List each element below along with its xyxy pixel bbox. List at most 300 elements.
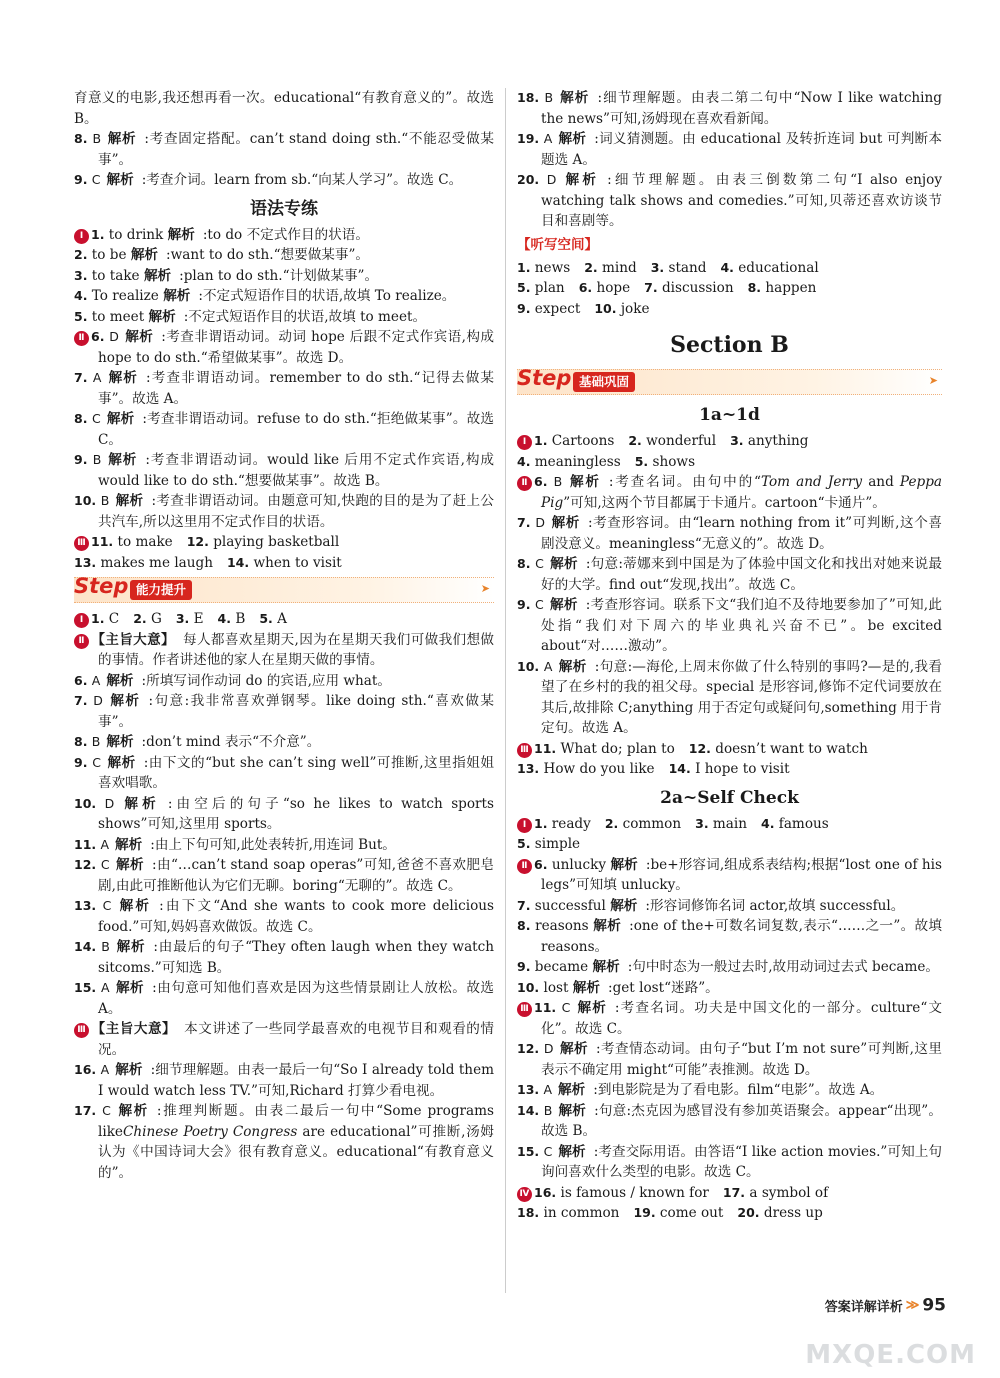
item-number: 8.: [74, 734, 88, 749]
item-number: 3.: [730, 433, 744, 448]
analysis-text: :考查非谓语动词。由题意可知,快跑的目的是为了赶上公共汽车,所以这里用不定式作目的状语。: [98, 493, 494, 530]
analysis-label: 解析: [106, 672, 134, 689]
answer-item: [187, 534, 339, 550]
item-number: 20.: [737, 1205, 760, 1220]
analysis-label: 解析: [106, 734, 134, 750]
analysis-text: :plan to do sth.“计划做某事”。: [179, 267, 379, 284]
answer-choice: D: [535, 515, 545, 530]
answer-entry: [517, 170, 942, 232]
item-number: 8.: [517, 556, 531, 571]
answer-entry: [74, 450, 494, 491]
item-number: 18.: [517, 90, 540, 105]
answer-item: [517, 761, 655, 777]
analysis-text: :考查固定搭配。can’t stand doing sth.“不能忍受做某事”。: [98, 131, 494, 168]
answer-entry: [517, 472, 942, 513]
item-number: 14.: [226, 554, 250, 570]
item-number: 10.: [517, 658, 540, 674]
answer-entry: [517, 978, 942, 999]
analysis-text: :细节理解题。由表二第二句中“Now I like watching the news”可知,汤姆现在喜欢看新闻。: [541, 90, 942, 127]
item-number: 16.: [74, 1062, 97, 1077]
answer-item: [517, 280, 565, 296]
answer-entry: [74, 1019, 494, 1060]
answer-entry: [517, 129, 942, 170]
analysis-text: :考查交际用语。由答语“I like action movies.”可知上句询问喜欢什么类型的电影。故选 C。: [541, 1143, 943, 1180]
analysis-text: are educational”可推断,汤姆认为《中国诗词大会》很有教育意义。educational“有教育意义的”。: [98, 1123, 494, 1181]
analysis-text: :由上下句可知,此处表转折,用连词 But。: [150, 836, 396, 853]
item-number: 11.: [74, 836, 97, 852]
answer-text: to meet: [91, 308, 145, 325]
item-number: 2.: [604, 815, 619, 831]
answer-entry: [517, 896, 942, 917]
answer-choice: D: [109, 329, 119, 344]
part-marker: Ⅰ: [517, 435, 532, 450]
answer-item: [730, 433, 808, 449]
part-marker: Ⅲ: [74, 1023, 89, 1038]
item-number: 6.: [534, 474, 548, 489]
analysis-text: :考查情态动词。由句子“but I’m not sure”可判断,这里表示不确定用 might“可能”表推测。故选 D。: [541, 1041, 942, 1078]
item-answer: discussion: [661, 280, 734, 296]
answer-item: [91, 611, 119, 627]
answer-row: [517, 452, 942, 473]
analysis-text: :考查形容词。联系下文“我们迫不及待地要参加了”可知,此处指“我们对下周六的毕业典礼兴奋不已”。be excited about“对……激动”。: [541, 597, 942, 654]
answer-item: [689, 741, 868, 757]
title-text: Tom and Jerry: [760, 474, 863, 490]
item-answer: I hope to visit: [695, 761, 790, 777]
answer-row: [517, 739, 942, 760]
answer-entry: [74, 245, 494, 266]
item-number: 8.: [74, 131, 88, 146]
answer-item: [761, 816, 829, 832]
analysis-text: 本文讲述了一些同学最喜欢的电视节目和观看的情况。: [98, 1021, 494, 1058]
item-answer: main: [712, 815, 748, 832]
item-answer: come out: [659, 1205, 724, 1221]
analysis-label: 解析: [115, 857, 145, 873]
item-answer: famous: [778, 815, 829, 832]
item-number: 7.: [644, 280, 658, 295]
analysis-label: 解析: [107, 370, 139, 386]
analysis-text: :细节理解题。由表一最后一句“So I already told them I would watch less TV.”可知,Richard 打算少看电视。: [98, 1062, 494, 1099]
answer-text: To realize: [91, 288, 159, 304]
column-divider: [505, 88, 506, 1293]
item-number: 11.: [91, 534, 114, 549]
analysis-text: :形容词修饰名词 actor,故填 successful。: [645, 897, 905, 914]
answer-item: [594, 301, 649, 317]
item-number: 14.: [74, 939, 97, 954]
answer-text: lost: [543, 979, 569, 996]
left-column: [74, 88, 494, 1183]
item-number: 12.: [688, 740, 711, 756]
answer-choice: C: [91, 411, 101, 426]
analysis-text: :考查非谓语动词。remember to do sth.“记得去做某事”。故选 A。: [98, 370, 495, 407]
item-number: 5.: [74, 308, 88, 324]
item-number: 1.: [517, 259, 531, 275]
item-answer: happen: [765, 280, 817, 296]
item-number: 3.: [175, 611, 190, 626]
item-number: 17.: [74, 1103, 97, 1118]
analysis-text: :be+形容词,组成系表结构;根据“lost one of his legs”可知填 unlucky。: [541, 856, 943, 893]
answer-choice: C: [535, 556, 544, 571]
item-answer: stand: [668, 259, 707, 276]
step-banner: [74, 574, 494, 603]
analysis-text: :考查非谓语动词。动词 hope 后跟不定式作宾语,构成 hope to do sth.“希望做某事”。故选 D。: [98, 329, 495, 366]
analysis-label: 解析: [610, 897, 638, 914]
analysis-label: 解析: [572, 979, 600, 996]
item-number: 3.: [650, 259, 665, 275]
analysis-label: 解析: [115, 836, 143, 853]
analysis-label: 【主旨大意】: [91, 631, 175, 648]
analysis-text: :don’t mind 表示“不介意”。: [141, 734, 321, 750]
answer-entry: [74, 732, 494, 753]
item-number: 6.: [534, 856, 548, 872]
item-answer: expect: [534, 300, 581, 317]
step-badge: 能力提升: [130, 580, 192, 600]
analysis-label: 【主旨大意】: [91, 1021, 177, 1037]
item-answer: in common: [543, 1205, 620, 1221]
answer-entry: [74, 937, 494, 978]
analysis-text: :句中时态为一般过去时,故用动词过去式 became。: [627, 959, 940, 975]
item-number: 2.: [74, 247, 88, 262]
item-number: 7.: [74, 693, 88, 708]
answer-entry: [517, 595, 942, 657]
item-number: 12.: [74, 857, 97, 872]
answer-item: [651, 260, 707, 276]
item-answer: when to visit: [253, 554, 342, 571]
item-number: 6.: [578, 280, 593, 295]
analysis-text: :考查形容词。由“learn nothing from it”可判断,这个喜剧没意义。meaningless“无意义的”。故选 D。: [541, 515, 943, 552]
answer-entry: [517, 1142, 942, 1183]
item-answer: anything: [747, 433, 809, 449]
answer-item: [748, 280, 817, 296]
answer-choice: A: [100, 836, 110, 852]
arrow-icon: ➤: [480, 582, 490, 595]
item-number: 16.: [534, 1184, 557, 1200]
analysis-label: 解析: [593, 918, 622, 934]
answer-text: to take: [91, 267, 140, 284]
section-heading: 2a~Self Check: [660, 787, 799, 808]
answer-entry: [74, 266, 494, 287]
item-number: 5.: [259, 611, 273, 626]
item-number: 1.: [91, 611, 105, 626]
answer-choice: B: [100, 493, 110, 508]
item-answer: a symbol of: [749, 1184, 829, 1201]
item-answer: G: [150, 611, 162, 627]
item-number: 13.: [517, 761, 540, 776]
analysis-label: 解析: [568, 474, 601, 490]
answer-entry: [74, 691, 494, 732]
answer-choice: A: [91, 672, 101, 688]
item-number: 14.: [517, 1102, 540, 1118]
part-marker: Ⅰ: [74, 613, 89, 628]
step-logo: Step: [517, 366, 572, 390]
answer-entry: [74, 409, 494, 450]
item-answer: to make: [117, 534, 173, 550]
answer-text: became: [534, 959, 589, 975]
item-answer: plan: [534, 280, 565, 296]
analysis-label: 解析: [130, 247, 159, 263]
answer-entry: [74, 491, 494, 532]
item-answer: How do you like: [543, 761, 655, 777]
analysis-label: 解析: [107, 131, 137, 147]
analysis-text: :to do 不定式作目的状语。: [202, 226, 369, 243]
analysis-label: 解析: [163, 288, 191, 304]
answer-choice: C: [102, 1103, 111, 1118]
item-answer: makes me laugh: [100, 554, 213, 571]
analysis-label: 解析: [562, 172, 600, 188]
answer-choice: D: [104, 795, 115, 811]
answer-entry: [74, 129, 494, 170]
answer-entry: [74, 286, 494, 307]
step-logo: Step: [74, 574, 129, 598]
item-answer: news: [534, 259, 571, 276]
analysis-text: :到电影院是为了看电影。film“电影”。故选 A。: [593, 1082, 884, 1098]
answer-row: [517, 814, 942, 835]
answer-item: [517, 1205, 619, 1221]
answer-entry: [74, 307, 494, 328]
analysis-text: 育意义的电影,我还想再看一次。educational“有教育意义的”。故选 B。: [74, 90, 494, 127]
answer-row: [517, 431, 942, 452]
answer-choice: B: [544, 90, 554, 105]
right-column: [517, 88, 942, 1224]
section-heading: 语法专练: [250, 198, 318, 219]
item-answer: A: [277, 611, 287, 627]
answer-item: [74, 555, 213, 571]
item-number: 1.: [534, 433, 548, 448]
item-number: 4.: [217, 611, 231, 626]
answer-text: to drink: [108, 226, 164, 243]
answer-entry: [74, 671, 494, 692]
part-marker: Ⅰ: [517, 818, 532, 833]
analysis-text: :细节理解题。由表三倒数第二句“I also enjoy watching talk shows and comedies.”可知,贝蒂还喜欢访谈节目和喜剧等。: [541, 172, 943, 229]
part-marker: Ⅳ: [517, 1187, 532, 1202]
item-answer: Cartoons: [551, 433, 615, 449]
analysis-text: :不定式短语作目的状语,故填 to meet。: [183, 308, 427, 325]
analysis-label: 解析: [592, 959, 620, 975]
item-number: 10.: [74, 795, 97, 811]
item-answer: is famous / known for: [560, 1184, 709, 1201]
title-text: Peppa Pig: [541, 474, 943, 511]
answer-entry: [74, 753, 494, 794]
analysis-label: 解析: [106, 411, 135, 427]
answer-choice: A: [543, 131, 553, 146]
analysis-label: 解析: [115, 939, 146, 955]
answer-entry: [517, 513, 942, 554]
analysis-label: 解析: [107, 452, 138, 468]
item-answer: dress up: [763, 1205, 823, 1221]
analysis-label: 解析: [559, 90, 590, 106]
analysis-text: :考查介词。learn from sb.“向某人学习”。故选 C。: [141, 172, 463, 188]
analysis-text: :不定式短语作目的状语,故填 To realize。: [198, 288, 456, 304]
section-label: 【听写空间】: [517, 236, 598, 253]
answer-entry: [74, 225, 494, 246]
item-number: 13.: [74, 898, 97, 913]
answer-entry: [517, 957, 942, 978]
answer-choice: A: [100, 980, 110, 995]
analysis-text: ”可知,这两个节目都属于卡通片。cartoon“卡通片”。: [563, 494, 886, 511]
item-number: 18.: [517, 1205, 540, 1220]
item-number: 5.: [517, 280, 531, 295]
answer-row: [74, 532, 494, 553]
analysis-label: 解析: [120, 795, 160, 812]
analysis-label: 解析: [148, 308, 176, 325]
answer-choice: C: [561, 1000, 571, 1015]
part-marker: Ⅲ: [517, 743, 532, 758]
item-number: 5.: [634, 453, 649, 469]
answer-entry: [517, 88, 942, 129]
answer-entry: [74, 88, 494, 129]
answer-choice: D: [546, 172, 557, 187]
item-number: 5.: [517, 836, 531, 851]
answer-item: [517, 836, 580, 852]
item-number: 1.: [534, 815, 548, 831]
analysis-text: :考查名词。由句中的“: [608, 474, 761, 490]
item-number: 19.: [517, 131, 540, 146]
analysis-label: 解析: [167, 226, 195, 243]
answer-choice: D: [543, 1041, 554, 1056]
analysis-label: 解析: [115, 1062, 143, 1078]
item-number: 3.: [74, 267, 88, 283]
answer-choice: C: [535, 597, 544, 612]
answer-entry: [517, 1101, 942, 1142]
answer-item: [695, 816, 747, 832]
item-number: 7.: [74, 370, 88, 385]
item-number: 13.: [517, 1082, 540, 1097]
part-marker: Ⅱ: [517, 476, 532, 491]
answer-item: [176, 611, 204, 627]
item-number: 14.: [668, 761, 691, 776]
part-marker: Ⅲ: [517, 1002, 532, 1017]
analysis-text: :考查非谓语动词。refuse to do sth.“拒绝做某事”。故选 C。: [98, 411, 495, 448]
arrow-icon: ➤: [928, 374, 938, 387]
answer-row: [74, 609, 494, 630]
analysis-text: :句意:我非常喜欢弹钢琴。like doing sth.“喜欢做某事”。: [98, 693, 495, 730]
answer-row: [517, 258, 942, 279]
analysis-label: 解析: [124, 329, 154, 345]
analysis-text: :考查名词。功夫是中国文化的一部分。culture“文化”。故选 C。: [541, 1000, 943, 1037]
item-number: 8.: [747, 280, 762, 295]
answer-text: reasons: [535, 918, 589, 934]
answer-item: [534, 816, 591, 832]
item-number: 15.: [74, 980, 97, 995]
analysis-label: 解析: [576, 1000, 607, 1016]
analysis-label: 解析: [558, 1082, 586, 1098]
answer-choice: B: [92, 131, 102, 146]
answer-item: [720, 260, 818, 276]
part-marker: Ⅱ: [517, 859, 532, 874]
answer-entry: [517, 1039, 942, 1080]
item-number: 2.: [628, 433, 642, 448]
analysis-text: :由空后的句子“so he likes to watch sports shows”可知,这里用 sports。: [98, 795, 494, 832]
answer-entry: [517, 554, 942, 595]
answer-choice: B: [101, 939, 110, 954]
answer-choice: B: [553, 474, 563, 489]
step-banner: [517, 366, 942, 395]
answer-entry: [517, 998, 942, 1039]
item-answer: wonderful: [646, 433, 717, 449]
answer-choice: B: [92, 452, 102, 467]
answer-item: [227, 555, 342, 571]
answer-row: [517, 834, 942, 855]
answer-item: [635, 454, 695, 470]
item-number: 10.: [517, 979, 540, 995]
item-number: 4.: [74, 288, 88, 303]
analysis-text: :want to do sth.“想要做某事”。: [166, 247, 370, 263]
item-number: 9.: [517, 300, 531, 316]
item-number: 4.: [720, 259, 734, 275]
answer-entry: [74, 1060, 494, 1101]
item-number: 13.: [74, 554, 97, 570]
item-answer: ready: [551, 815, 591, 832]
answer-item: [628, 433, 716, 449]
item-number: 6.: [91, 329, 105, 344]
item-number: 9.: [74, 172, 88, 187]
analysis-label: 解析: [117, 898, 152, 914]
answer-entry: [74, 368, 494, 409]
analysis-label: 解析: [559, 1041, 588, 1057]
item-number: 19.: [633, 1205, 656, 1220]
analysis-text: :所填写词作动词 do 的宾语,应用 what。: [141, 672, 391, 689]
item-number: 20.: [517, 172, 540, 187]
answer-item: [517, 454, 621, 470]
watermark-logo: [800, 1296, 980, 1376]
title-text: Chinese Poetry Congress: [122, 1123, 298, 1140]
item-number: 11.: [534, 1000, 557, 1015]
answer-choice: C: [100, 857, 110, 872]
item-number: 8.: [517, 918, 531, 933]
answer-item: [517, 260, 570, 276]
item-answer: C: [108, 611, 120, 627]
answer-item: [644, 280, 733, 296]
analysis-text: :推理判断题。由表二最后一句中“Some programs like: [98, 1103, 495, 1140]
item-number: 10.: [74, 493, 97, 508]
answer-choice: C: [102, 898, 112, 913]
answer-choice: C: [92, 754, 102, 770]
item-number: 12.: [517, 1041, 540, 1056]
analysis-text: :考查非谓语动词。would like 后用不定式作宾语,构成 would like to do sth.“想要做某事”。故选 B。: [98, 452, 494, 489]
item-number: 7.: [517, 897, 531, 913]
answer-item: [723, 1185, 828, 1201]
item-number: 15.: [517, 1143, 540, 1159]
analysis-text: :由“…can’t stand soap operas”可知,爸爸不喜欢肥皂剧,由此可推断他认为它们无聊。boring“无聊的”。故选 C。: [98, 857, 495, 894]
analysis-label: 解析: [558, 1102, 587, 1119]
answer-item: [259, 611, 287, 627]
answer-row: [517, 1183, 942, 1204]
answer-text: successful: [534, 897, 606, 914]
analysis-text: :get lost“迷路”。: [607, 979, 719, 996]
part-marker: Ⅰ: [74, 229, 89, 244]
footer-label: 答案详解详析: [824, 1300, 903, 1315]
answer-item: [218, 611, 246, 627]
answer-item: [584, 260, 636, 276]
analysis-label: 解析: [558, 658, 587, 675]
item-number: 8.: [74, 411, 88, 426]
answer-choice: A: [543, 658, 553, 674]
answer-choice: C: [543, 1143, 553, 1159]
answer-entry: [517, 855, 942, 896]
answer-text: to be: [91, 247, 127, 263]
analysis-label: 解析: [143, 267, 172, 284]
analysis-label: 解析: [549, 597, 578, 613]
analysis-text: :one of the+可数名词复数,表示“……之一”。故填 reasons。: [541, 918, 942, 955]
answer-choice: A: [92, 370, 102, 385]
analysis-text: :由下文的“but she can’t sing well”可推断,这里指姐姐喜欢唱歌。: [98, 754, 494, 791]
analysis-label: 解析: [549, 556, 578, 572]
part-marker: Ⅱ: [74, 634, 89, 649]
item-answer: B: [235, 611, 246, 627]
answer-entry: [74, 896, 494, 937]
answer-choice: B: [91, 734, 101, 749]
answer-entry: [74, 327, 494, 368]
analysis-label: 解析: [107, 754, 136, 771]
